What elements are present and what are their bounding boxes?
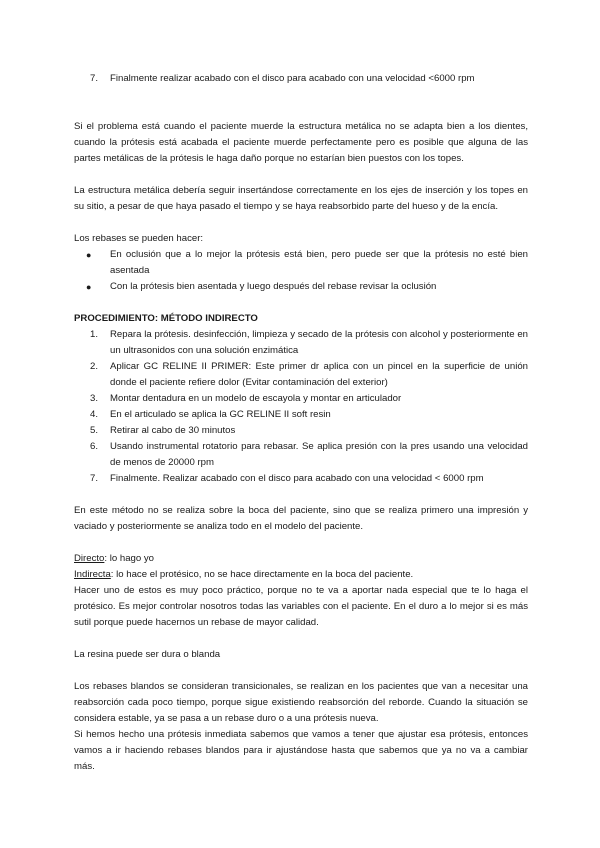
step-text: Usando instrumental rotatorio para rebasar. Se aplica presión con la pres usando una velocidad de menos de 20000 rpm <box>110 441 528 468</box>
bullet-text: Con la prótesis bien asentada y luego después del rebase revisar la oclusión <box>110 281 437 292</box>
paragraph-metodo: En este método no se realiza sobre la boca del paciente, sino que se realiza primero una impresión y vaciado y posteriormente se analiza todo en el modelo del paciente. <box>74 505 528 532</box>
step-number: 2. <box>90 361 99 372</box>
procedure-steps-list <box>74 327 528 487</box>
top-step-text: Finalmente realizar acabado con el disco para acabado con una velocidad <6000 rpm <box>110 73 475 84</box>
definition-indirecta-text: : lo hace el protésico, no se hace directamente en la boca del paciente. <box>110 569 414 580</box>
paragraph-blandos: Los rebases blandos se consideran transicionales, se realizan en los pacientes que van a necesitar una reabsorción cada poco tiempo, porque sigue existiendo reabsorción del reborde. Cuando la situación se considera estable, ya se pasa a un rebase duro o a una prótesis nueva. <box>74 681 528 724</box>
paragraph-resina: La resina puede ser dura o blanda <box>74 649 221 660</box>
term-indirecta: Indirecta <box>74 569 111 580</box>
bullet-text: En oclusión que a lo mejor la prótesis está bien, pero puede ser que la prótesis no esté bien asentada <box>110 249 528 276</box>
bullet-symbol: ● <box>86 250 92 260</box>
step-number: 4. <box>90 409 99 420</box>
document-page <box>74 71 528 775</box>
step-item <box>74 391 528 407</box>
rebases-intro: Los rebases se pueden hacer: <box>74 233 204 244</box>
step-number: 7. <box>90 473 99 484</box>
step-item <box>74 439 528 471</box>
rebases-bullet-list <box>74 247 528 295</box>
procedure-heading: PROCEDIMIENTO: MÉTODO INDIRECTO <box>74 313 258 324</box>
bullet-item <box>74 247 528 279</box>
step-item <box>74 471 528 487</box>
definition-indirecta <box>74 567 528 583</box>
step-number: 1. <box>90 329 99 340</box>
step-item <box>74 423 528 439</box>
step-item <box>74 327 528 359</box>
step-text: Montar dentadura en un modelo de escayola y montar en articulador <box>110 393 402 404</box>
definition-directo <box>74 551 528 567</box>
step-text: Aplicar GC RELINE II PRIMER: Este primer dr aplica con un pincel en la superficie de unión donde el paciente refiere dolor (Evitar contaminación del exterior) <box>110 361 528 388</box>
top-step-item <box>74 71 528 87</box>
step-number: 5. <box>90 425 99 436</box>
step-item <box>74 407 528 423</box>
step-text: En el articulado se aplica la GC RELINE II soft resin <box>110 409 331 420</box>
definition-directo-text: : lo hago yo <box>104 553 154 564</box>
paragraph-inmediata: Si hemos hecho una prótesis inmediata sabemos que vamos a tener que ajustar esa prótesis, entonces vamos a ir haciendo rebases blandos para ir ajustándose hasta que sabemos que ya no va a cambiar más. <box>74 729 528 772</box>
paragraph-estructura: La estructura metálica debería seguir insertándose correctamente en los ejes de inserción y los topes en su sitio, a pesar de que haya pasado el tiempo y se haya reabsorbido parte del hueso y de la encía. <box>74 185 528 212</box>
step-number: 3. <box>90 393 99 404</box>
step-text: Repara la prótesis. desinfección, limpieza y secado de la prótesis con alcohol y posteriormente en un ultrasonidos con una solución enzimática <box>110 329 528 356</box>
paragraph-hacer: Hacer uno de estos es muy poco práctico, porque no te va a aportar nada especial que te lo haga el protésico. Es mejor controlar nosotros todas las variables con el paciente. En el duro a lo mejor si es más sutil porque puede hacernos un rebase de mayor calidad. <box>74 585 528 628</box>
step-number: 6. <box>90 441 99 452</box>
step-item <box>74 359 528 391</box>
paragraph-problem: Si el problema está cuando el paciente muerde la estructura metálica no se adapta bien a los dientes, cuando la prótesis está acabada el paciente muerde perfectamente pero es posible que alguna de las partes metálicas de la prótesis le haga daño porque no estarían bien puestos con los topes. <box>74 121 528 164</box>
term-directo: Directo <box>74 553 105 564</box>
bullet-symbol: ● <box>86 282 92 292</box>
top-step-number: 7. <box>90 73 99 84</box>
bullet-item <box>74 279 528 295</box>
step-text: Finalmente. Realizar acabado con el disco para acabado con una velocidad < 6000 rpm <box>110 473 484 484</box>
step-text: Retirar al cabo de 30 minutos <box>110 425 236 436</box>
